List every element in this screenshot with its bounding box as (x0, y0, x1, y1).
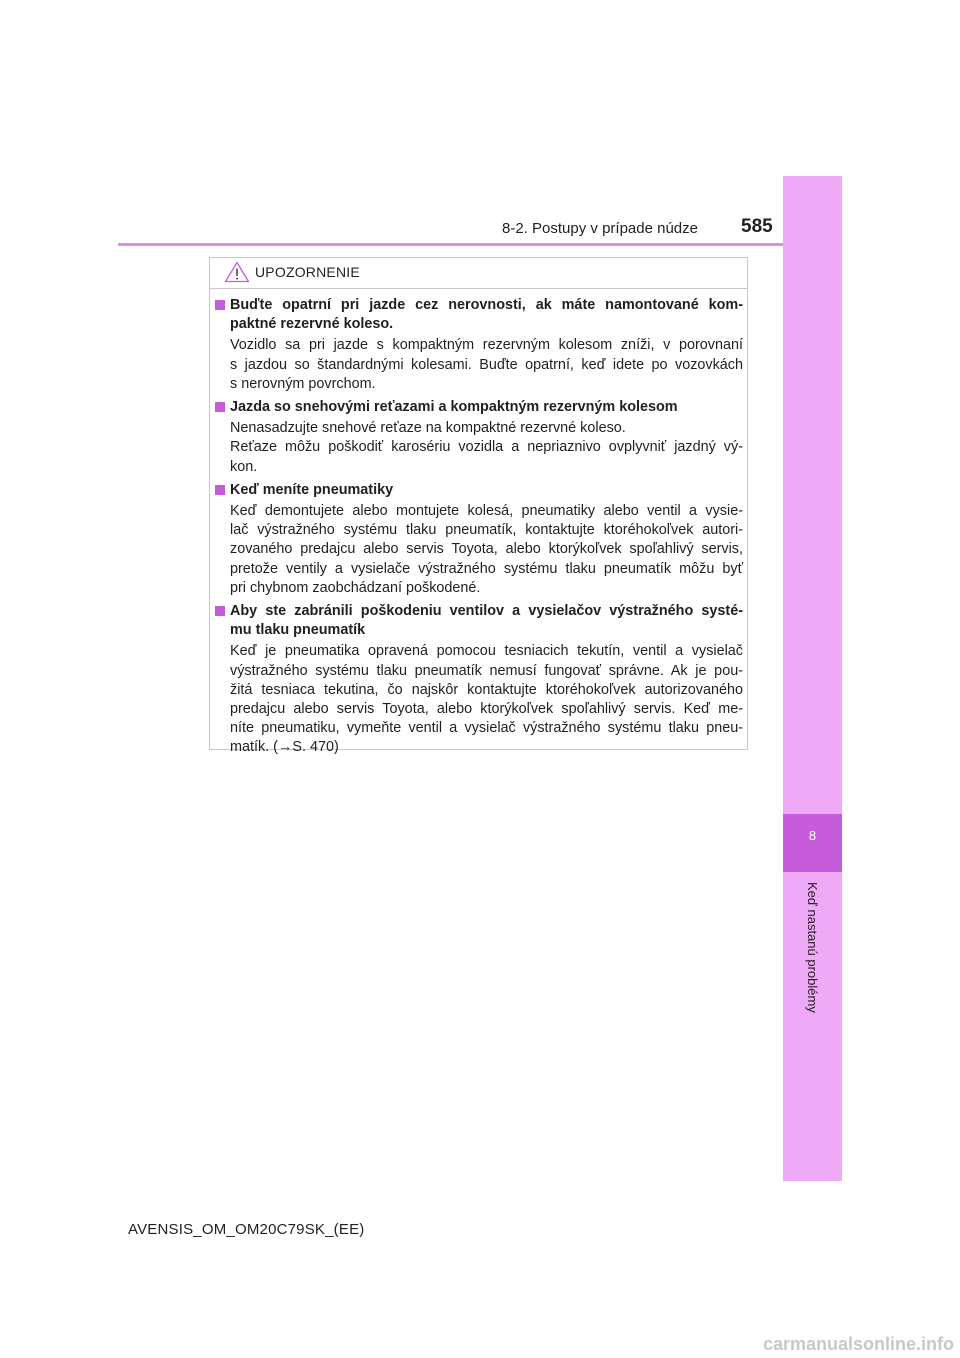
warning-label: UPOZORNENIE (255, 264, 360, 280)
square-bullet-icon (215, 606, 225, 616)
text-line: Nenasadzujte snehové reťaze na kompaktné rezervné koleso. (230, 420, 626, 437)
text-line: s nerovným povrchom. (230, 375, 376, 392)
heading-line: Keď meníte pneumatiky (230, 481, 394, 498)
text-line: pretože ventily a vysielače výstražného systému tlaku pneumatík môžu byť (230, 560, 743, 577)
text-line: lač výstražného systému tlaku pneumatík, kontaktujte ktoréhokoľvek autori- (230, 522, 743, 539)
text-line: Keď demontujete alebo montujete kolesá, pneumatiky alebo ventil a vysie- (230, 503, 743, 520)
chapter-title: Keď nastanú problémy (805, 882, 820, 1013)
text-line: predajcu alebo servis Toyota, alebo ktorýkoľvek spoľahlivý servis. Keď me- (230, 701, 743, 718)
text-line: kon. (230, 458, 258, 475)
warning-item-text (215, 419, 743, 477)
warning-triangle-icon (224, 261, 250, 283)
chapter-number: 8 (808, 828, 817, 843)
text-line: Reťaze môžu poškodiť karosériu vozidla a nepriaznivo ovplyvniť jazdný vý- (230, 439, 743, 456)
warning-item-heading (215, 296, 743, 334)
warning-item (215, 398, 743, 477)
warning-item (215, 481, 743, 598)
warning-item-heading (215, 481, 743, 500)
warning-header (210, 258, 747, 289)
footer-document-code: AVENSIS_OM_OM20C79SK_(EE) (128, 1221, 365, 1238)
heading-line: Buďte opatrní pri jazde cez nerovnosti, ak máte namontované kom- (230, 297, 743, 313)
text-line: níte pneumatiku, vymeňte ventil a vysielač výstražného systému tlaku pneu- (230, 720, 743, 737)
warning-item (215, 602, 743, 758)
page-number: 585 (741, 216, 773, 237)
text-line: pri chybnom zaobchádzaní poškodené. (230, 579, 481, 596)
chapter-side-tab (783, 176, 842, 1181)
watermark: carmanualsonline.info (762, 1334, 954, 1354)
heading-line: Aby ste zabránili poškodeniu ventilov a vysielačov výstražného systé- (230, 603, 743, 620)
text-line: s jazdou so štandardnými kolesami. Buďte opatrní, keď idete po vozovkách (230, 356, 743, 373)
warning-item-text (215, 502, 743, 598)
warning-item-heading (215, 602, 743, 640)
warning-item-text (215, 336, 743, 394)
text-line: matík. (→S. 470) (230, 739, 339, 756)
warning-item (215, 296, 743, 394)
text-line: Vozidlo sa pri jazde s kompaktným rezervným kolesom zníži, v porovnaní (230, 337, 743, 354)
section-title: 8-2. Postupy v prípade núdze (502, 220, 698, 237)
square-bullet-icon (215, 300, 225, 310)
text-line: zovaného predajcu alebo servis Toyota, alebo ktorýkoľvek spoľahlivý servis, (230, 541, 743, 558)
heading-line: mu tlaku pneumatík (230, 622, 366, 639)
heading-line: paktné rezervné koleso. (230, 316, 394, 333)
square-bullet-icon (215, 485, 225, 495)
text-line: žitá tesniaca tekutina, čo najskôr kontaktujte ktoréhokoľvek autorizovaného (230, 681, 743, 698)
text-line: výstražného systému tlaku pneumatík nemusí fungovať správne. Ak je pou- (230, 662, 743, 679)
heading-line: Jazda so snehovými reťazami a kompaktným rezervným kolesom (230, 399, 678, 416)
warning-item-text (215, 642, 743, 757)
text-line: Keď je pneumatika opravená pomocou tesniacich tekutín, ventil a vysielač (230, 643, 743, 660)
warning-box (209, 257, 748, 756)
square-bullet-icon (215, 402, 225, 412)
header-rule (118, 243, 842, 246)
warning-body (215, 296, 743, 762)
warning-item-heading (215, 398, 743, 417)
